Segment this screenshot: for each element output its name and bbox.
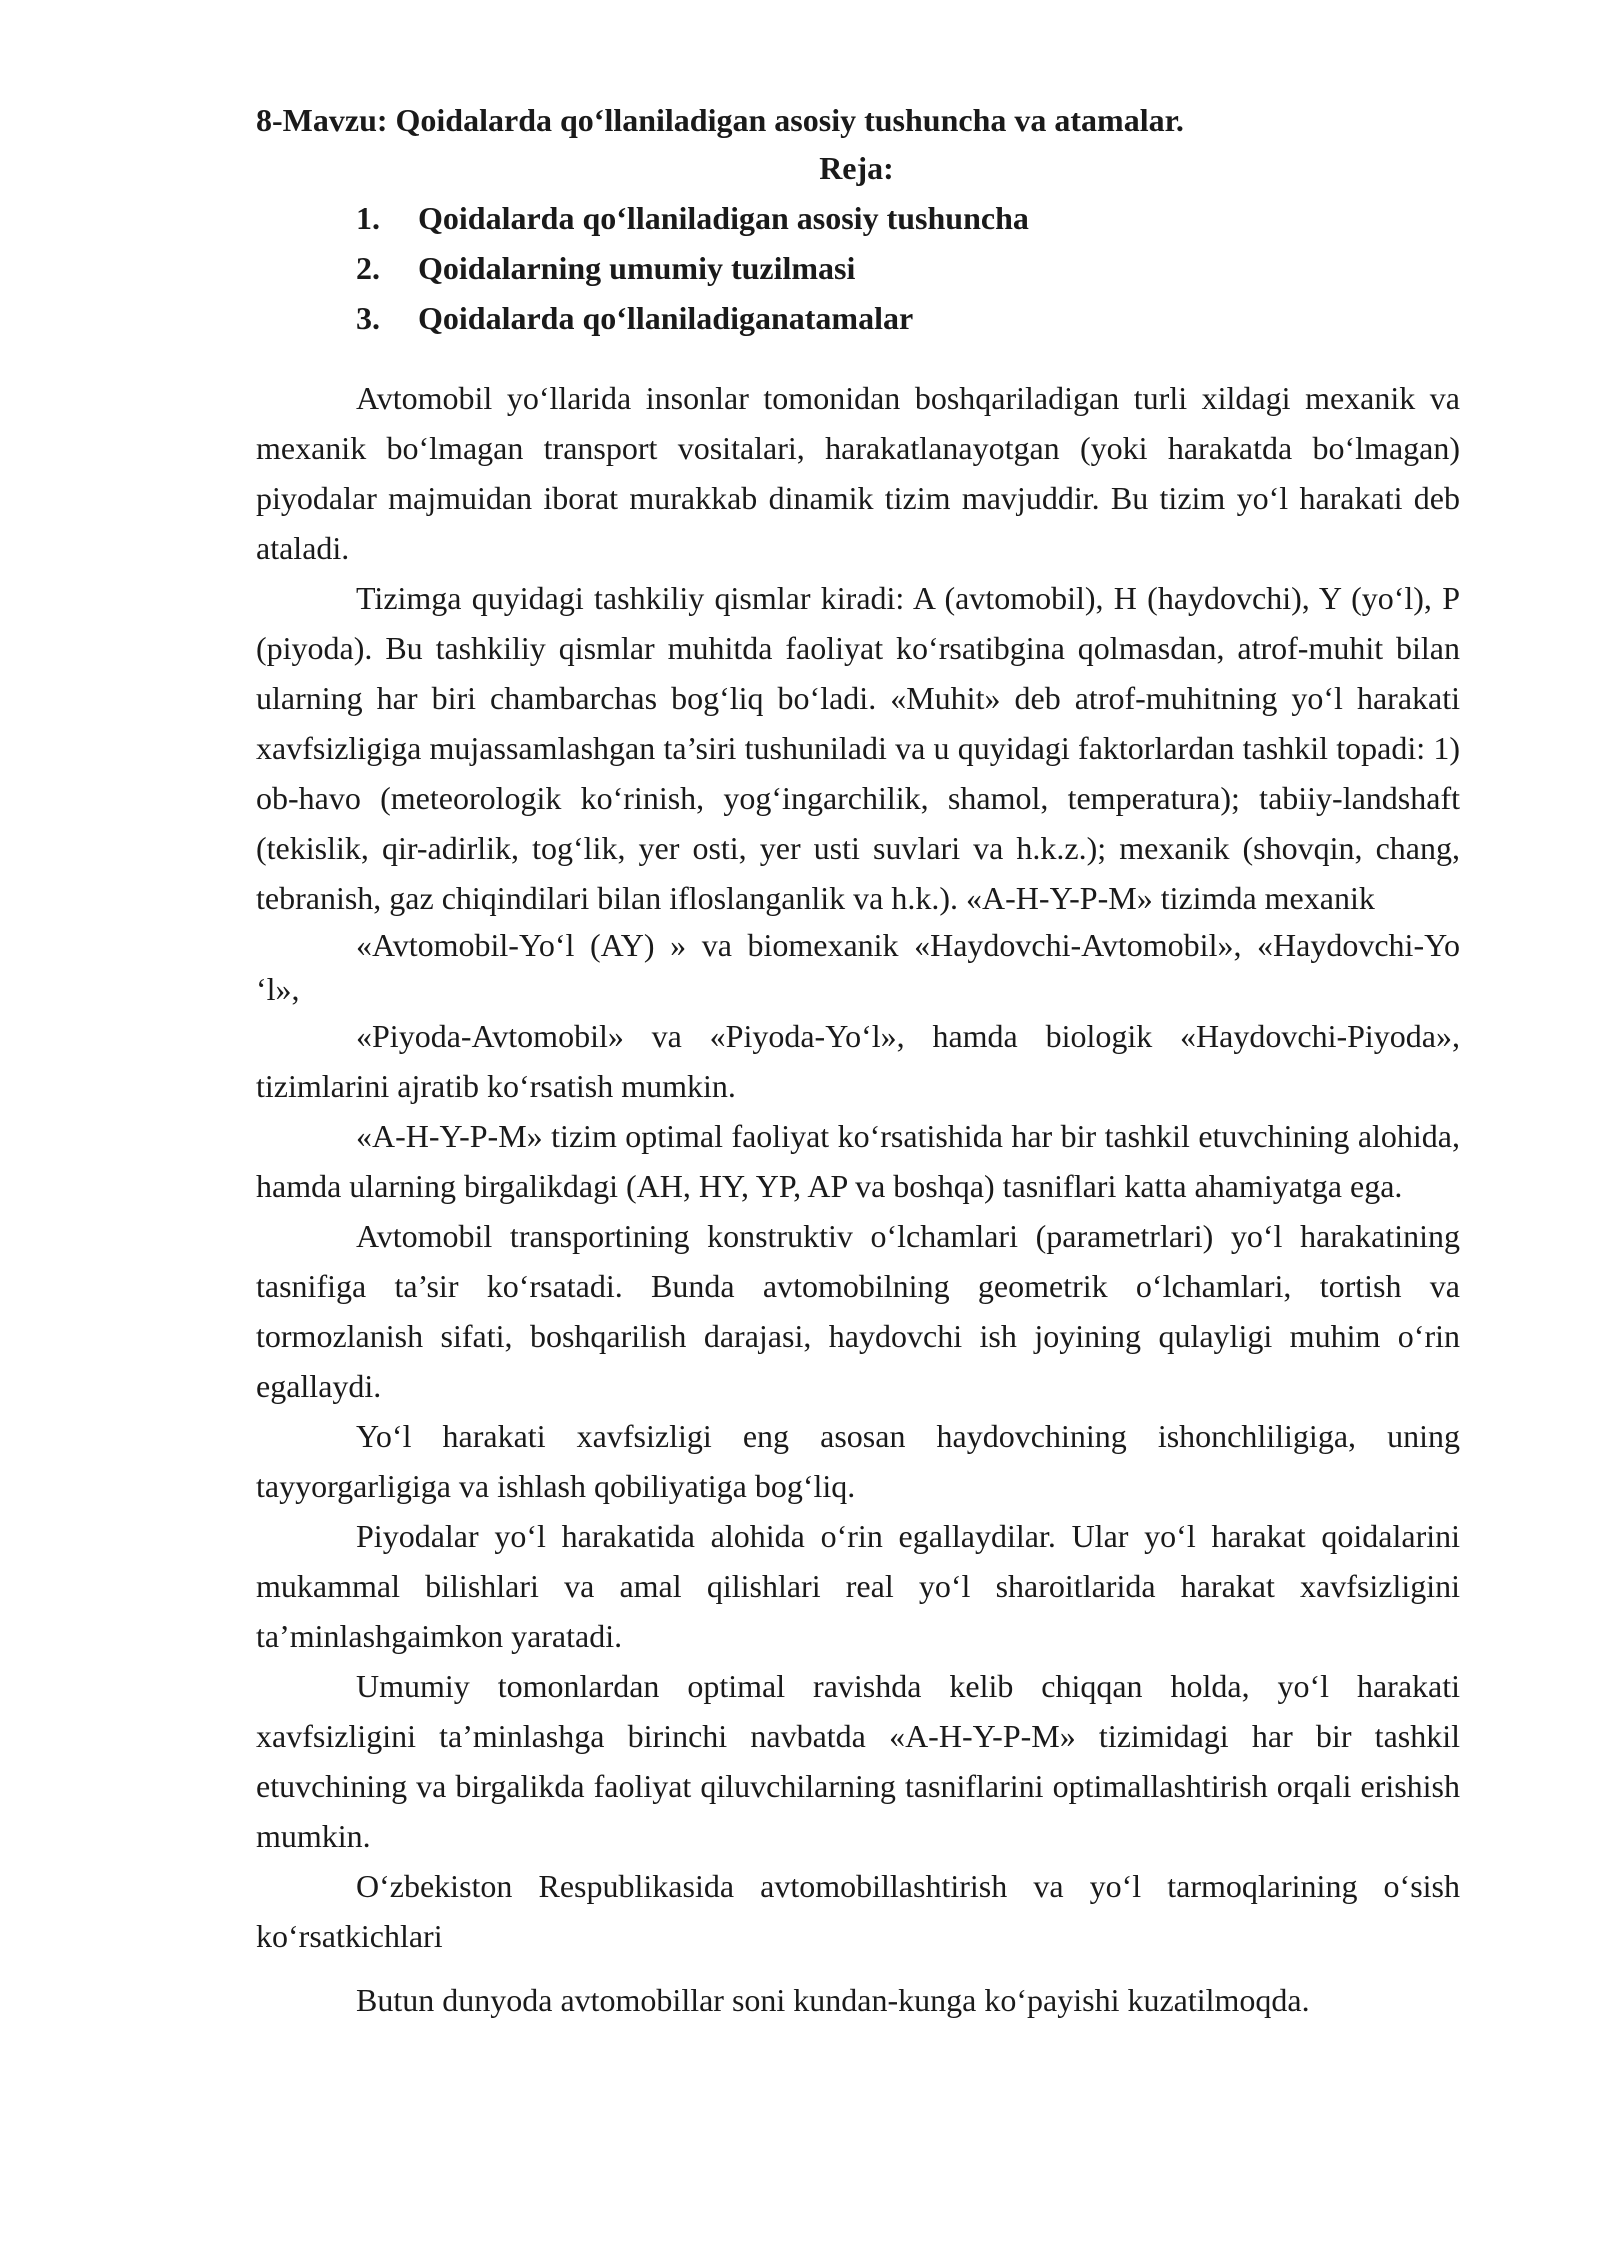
paragraph-world-vehicles: Butun dunyoda avtomobillar soni kundan-kunga ko‘payishi kuzatilmoqda. bbox=[356, 1982, 1310, 2018]
paragraph-driver-reliability: Yo‘l harakati xavfsizligi eng asosan haydovchining ishonchliligiga, uning tayyorgarligiga va ishlash qobiliyatiga bog‘liq. bbox=[256, 1418, 1460, 1504]
plan-item bbox=[356, 296, 1029, 346]
plan-item bbox=[356, 246, 1029, 296]
plan-item-text: Qoidalarda qo‘llaniladiganatamalar bbox=[418, 300, 914, 336]
paragraph-pedestrian-subsystems: «Piyoda-Avtomobil» va «Piyoda-Yo‘l», hamda biologik «Haydovchi-Piyoda», tizimlarini ajratib ko‘rsatish mumkin. bbox=[256, 1018, 1460, 1104]
document-body bbox=[256, 373, 1460, 2025]
paragraph-road-traffic-system: Avtomobil yo‘llarida insonlar tomonidan boshqariladigan turli xildagi mexanik va mexanik bo‘lmagan transport vositalari, harakatlanayotgan (yoki harakatda bo‘lmagan) piyodalar majmuidan iborat murakkab dinamik tizim mavjuddir. Bu tizim yo‘l harakati deb ataladi. bbox=[256, 380, 1460, 566]
plan-item-text: Qoidalarning umumiy tuzilmasi bbox=[418, 250, 856, 286]
paragraph-mechanical-subsystems: «Avtomobil-Yo‘l (AY) » va biomexanik «Haydovchi-Avtomobil», «Haydovchi-Yo ‘l», bbox=[256, 927, 1460, 1007]
plan-item-number: 3. bbox=[356, 300, 380, 336]
plan-item-text: Qoidalarda qo‘llaniladigan asosiy tushuncha bbox=[418, 200, 1029, 236]
topic-title: 8-Mavzu: Qoidalarda qo‘llaniladigan asosiy tushuncha va atamalar. bbox=[256, 102, 1184, 138]
plan-item-number: 1. bbox=[356, 200, 380, 236]
plan-item bbox=[356, 196, 1029, 246]
paragraph-gap bbox=[256, 1961, 1460, 1975]
paragraph-optimal-operation: «A-H-Y-P-M» tizim optimal faoliyat ko‘rsatishida har bir tashkil etuvchining alohida, hamda ularning birgalikdagi (AH, HY, YP, AP va boshqa) tasniflari katta ahamiyatga ega. bbox=[256, 1118, 1460, 1204]
paragraph-safety-optimization: Umumiy tomonlardan optimal ravishda kelib chiqqan holda, yo‘l harakati xavfsizligini ta’minlashga birinchi navbatda «A-H-Y-P-M» tizimidagi har bir tashkil etuvchining va birgalikda faoliyat qiluvchilarning tasniflarini optimallashtirish orqali erishish mumkin. bbox=[256, 1668, 1460, 1854]
paragraph-pedestrians: Piyodalar yo‘l harakatida alohida o‘rin egallaydilar. Ular yo‘l harakat qoidalarini mukammal bilishlari va amal qilishlari real yo‘l sharoitlarida harakat xavfsizligini ta’minlashgaimkon yaratadi. bbox=[256, 1518, 1460, 1654]
plan-heading: Reja: bbox=[819, 150, 894, 186]
plan-list bbox=[356, 196, 1029, 346]
plan-item-number: 2. bbox=[356, 250, 380, 286]
paragraph-vehicle-parameters: Avtomobil transportining konstruktiv o‘lchamlari (parametrlari) yo‘l harakatining tasnifiga ta’sir ko‘rsatadi. Bunda avtomobilning geometrik o‘lchamlari, tortish va tormozlanish sifati, boshqarilish darajasi, haydovchi ish joyining qulayligi muhim o‘rin egallaydi. bbox=[256, 1218, 1460, 1404]
paragraph-system-components: Tizimga quyidagi tashkiliy qismlar kiradi: A (avtomobil), H (haydovchi), Y (yo‘l), P (piyoda). Bu tashkiliy qismlar muhitda faoliyat ko‘rsatibgina qolmasdan, atrof-muhit bilan ularning har biri chambarchas bog‘liq bo‘ladi. «Muhit» deb atrof-muhitning yo‘l harakati xavfsizligiga mujassamlashgan ta’siri tushuniladi va u quyidagi faktorlardan tashkil topadi: 1) ob-havo (meteorologik ko‘rinish, yog‘ingarchilik, shamol, temperatura); tabiiy-landshaft (tekislik, qir-adirlik, tog‘lik, yer osti, yer usti suvlari va h.k.z.); mexanik (shovqin, chang, tebranish, gaz chiqindilari bilan ifloslanganlik va h.k.). «A-H-Y-P-M» tizimda mexanik bbox=[256, 580, 1460, 916]
paragraph-uzbekistan-growth: O‘zbekiston Respublikasida avtomobillashtirish va yo‘l tarmoqlarining o‘sish ko‘rsatkichlari bbox=[256, 1868, 1460, 1954]
